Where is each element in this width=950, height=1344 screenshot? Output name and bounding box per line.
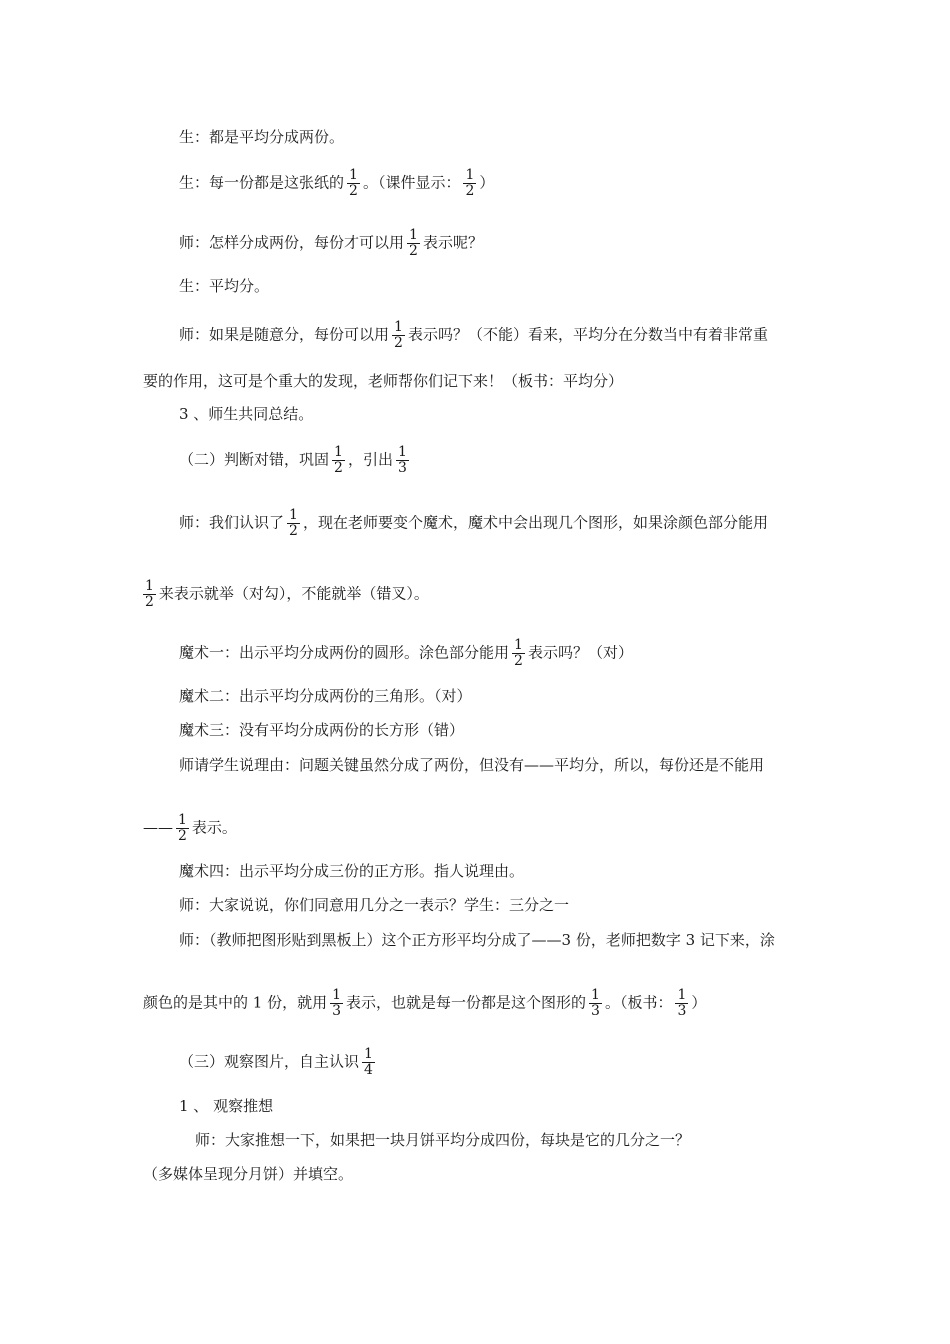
- paragraph: [179, 686, 472, 706]
- text: 生：都是平均分成两份。: [179, 128, 345, 146]
- fraction-half: $\frac{1}{2}$: [394, 319, 403, 351]
- paragraph: [179, 404, 313, 424]
- paragraph: [179, 720, 464, 740]
- paragraph: [179, 508, 768, 539]
- text: 魔术二：出示平均分成两份的三角形。（对）: [179, 687, 472, 705]
- text: 表示吗？（不能）看来，平均分在分数当中有着非常重: [407, 325, 768, 344]
- text: 表示，也就是每一份都是这个图形的: [346, 993, 587, 1012]
- fraction-half: $\frac{1}{2}$: [334, 444, 343, 476]
- paragraph: [179, 895, 569, 915]
- text: 魔术四：出示平均分成三份的正方形。指人说理由。: [179, 862, 525, 880]
- paragraph: [179, 638, 633, 669]
- paragraph: [143, 813, 237, 844]
- fraction-half: $\frac{1}{2}$: [465, 167, 475, 199]
- text: 生：平均分。: [179, 277, 270, 295]
- fraction-third: $\frac{1}{3}$: [332, 987, 342, 1019]
- fraction-third: $\frac{1}{3}$: [591, 987, 600, 1019]
- paragraph: [143, 371, 623, 391]
- paragraph: [143, 579, 429, 610]
- text: 师：（教师把图形贴到黑板上）这个正方形平均分成了——3 份，老师把数字 3 记下来，涂: [179, 931, 775, 949]
- text: 1 、 观察推想: [179, 1097, 274, 1115]
- fraction-half: $\frac{1}{2}$: [349, 167, 358, 199]
- text: ，现在老师要变个魔术，魔术中会出现几个图形，如果涂颜色部分能用: [302, 513, 768, 532]
- paragraph: [179, 861, 524, 881]
- text: （三）观察图片，自主认识: [179, 1052, 360, 1071]
- fraction-half: $\frac{1}{2}$: [145, 578, 154, 610]
- text: ——: [143, 818, 173, 837]
- text: 师请学生说理由：问题关键虽然分成了两份，但没有——平均分，所以，每份还是不能用: [179, 756, 765, 774]
- paragraph: [195, 1130, 690, 1150]
- text: 师：大家说说，你们同意用几分之一表示？学生：三分之一: [179, 896, 570, 914]
- text: ）: [479, 173, 495, 192]
- text: 表示。: [191, 818, 237, 837]
- fraction-half: $\frac{1}{2}$: [289, 507, 298, 539]
- fraction-half: $\frac{1}{2}$: [409, 227, 418, 259]
- subsection-heading: [179, 1096, 273, 1116]
- text: 师：我们认识了: [179, 513, 285, 532]
- fraction-third: $\frac{1}{3}$: [397, 444, 407, 476]
- text: 表示呢？: [422, 233, 483, 252]
- text: ，引出: [347, 450, 393, 469]
- text: 。（板书：: [604, 993, 673, 1012]
- paragraph: [179, 320, 768, 351]
- paragraph: [179, 755, 764, 775]
- text: 。（课件显示：: [362, 173, 461, 192]
- fraction-half: $\frac{1}{2}$: [178, 812, 187, 844]
- text: 魔术三：没有平均分成两份的长方形（错）: [179, 721, 465, 739]
- text: （多媒体呈现分月饼）并填空。: [143, 1165, 354, 1183]
- fraction-half: $\frac{1}{2}$: [514, 637, 523, 669]
- section-heading: [179, 1047, 378, 1078]
- fraction-third: $\frac{1}{3}$: [677, 987, 687, 1019]
- text: ）: [691, 993, 707, 1012]
- text: 来表示就举（对勾），不能就举（错叉）。: [158, 584, 429, 603]
- fraction-quarter: $\frac{1}{4}$: [364, 1046, 373, 1078]
- text: 生：每一份都是这张纸的: [179, 173, 345, 192]
- paragraph: [179, 228, 483, 259]
- text: 魔术一：出示平均分成两份的圆形。涂色部分能用: [179, 643, 510, 662]
- text: 表示吗？（对）: [527, 643, 633, 662]
- paragraph: [143, 988, 706, 1019]
- text: （二）判断对错，巩固: [179, 450, 330, 469]
- paragraph: [179, 276, 269, 296]
- text: 颜色的是其中的 1 份，就用: [143, 993, 328, 1012]
- paragraph: [179, 168, 494, 199]
- paragraph: [143, 1164, 353, 1184]
- paragraph: [179, 930, 775, 950]
- text: 师：如果是随意分，每份可以用: [179, 325, 390, 344]
- text: 3 、师生共同总结。: [179, 405, 314, 423]
- text: 要的作用，这可是个重大的发现，老师帮你们记下来！（板书：平均分）: [143, 372, 624, 390]
- section-heading: [179, 445, 412, 476]
- paragraph: [179, 127, 344, 147]
- text: 师：大家推想一下，如果把一块月饼平均分成四份，每块是它的几分之一？: [195, 1131, 691, 1149]
- text: 师：怎样分成两份，每份才可以用: [179, 233, 405, 252]
